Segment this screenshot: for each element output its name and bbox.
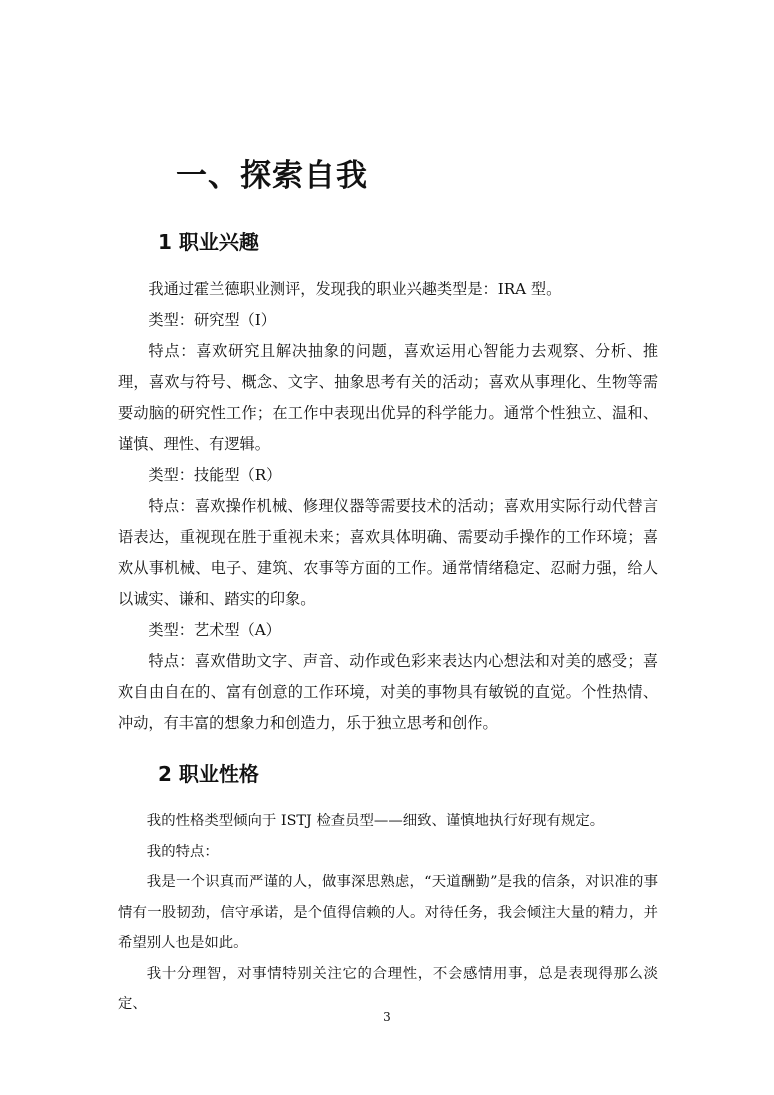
paragraph: 我通过霍兰德职业测评，发现我的职业兴趣类型是：IRA 型。 — [148, 280, 562, 298]
paragraph: 类型：技能型（R） — [148, 466, 282, 484]
section-body-career-personality — [118, 806, 658, 1020]
chapter-heading: 一、探索自我 — [176, 158, 368, 194]
paragraph: 类型：艺术型（A） — [148, 621, 281, 639]
paragraph: 特点：喜欢借助文字、声音、动作或色彩来表达内心想法和对美的感受；喜欢自由自在的、富有创意的工作环境，对美的事物具有敏锐的直觉。个性热情、冲动，有丰富的想象力和创造力，乐于独立思考和创作。 — [118, 652, 658, 732]
paragraph: 我的性格类型倾向于 ISTJ 检查员型——细致、谨慎地执行好现有规定。 — [146, 813, 605, 829]
paragraph: 类型：研究型（I） — [148, 311, 276, 329]
page-number: 3 — [383, 1010, 391, 1024]
section-heading-career-interest: 1 职业兴趣 — [158, 230, 259, 254]
paragraph: 我十分理智，对事情特别关注它的合理性，不会感情用事，总是表现得那么淡定、 — [118, 965, 658, 1012]
section-heading-career-personality: 2 职业性格 — [158, 762, 259, 786]
paragraph: 特点：喜欢研究且解决抽象的问题，喜欢运用心智能力去观察、分析、推理，喜欢与符号、概念、文字、抽象思考有关的活动；喜欢从事理化、生物等需要动脑的研究性工作；在工作中表现出优异的科学能力。通常个性独立、温和、谨慎、理性、有逻辑。 — [118, 342, 658, 453]
paragraph: 特点：喜欢操作机械、修理仪器等需要技术的活动；喜欢用实际行动代替言语表达，重视现在胜于重视未来；喜欢具体明确、需要动手操作的工作环境；喜欢从事机械、电子、建筑、农事等方面的工作。通常情绪稳定、忍耐力强，给人以诚实、谦和、踏实的印象。 — [118, 497, 658, 608]
section-body-career-interest — [118, 274, 658, 739]
paragraph: 我的特点： — [146, 843, 219, 860]
paragraph: 我是一个识真而严谨的人，做事深思熟虑，“天道酬勤”是我的信条，对识准的事情有一股韧劲，信守承诺，是个值得信赖的人。对待任务，我会倾注大量的精力，并希望别人也是如此。 — [118, 874, 658, 951]
